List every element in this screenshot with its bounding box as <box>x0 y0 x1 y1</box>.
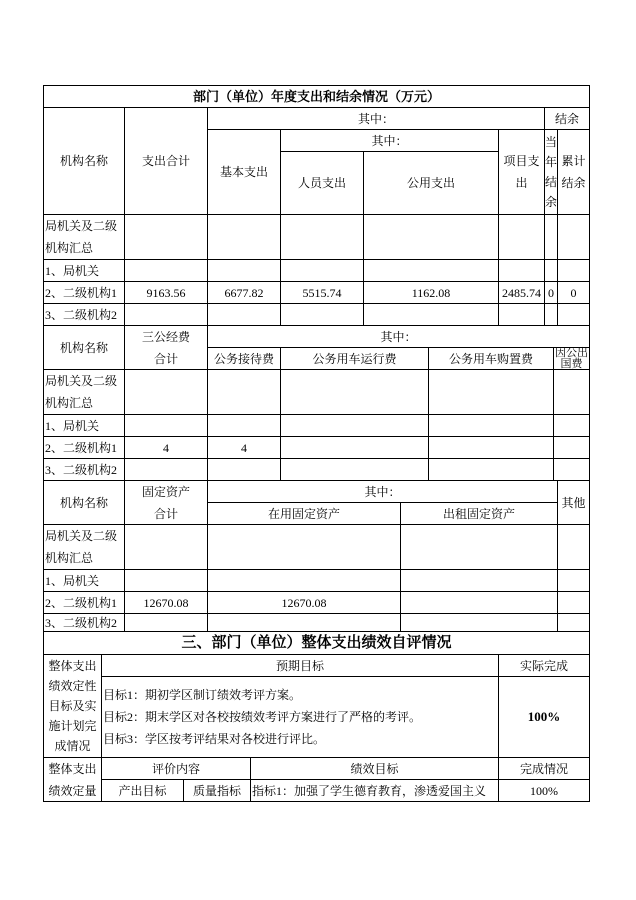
table-cell <box>428 414 554 437</box>
section4-title: 三、部门（单位）整体支出绩效自评情况 <box>43 631 590 655</box>
header-reception: 公务接待费 <box>207 347 281 370</box>
table-cell: 1162.08 <box>363 281 499 304</box>
table-cell <box>363 303 499 326</box>
qualitative-label: 整体支出 绩效定性 目标及实 施计划完 成情况 <box>43 654 102 758</box>
table-cell: 5515.74 <box>280 281 364 304</box>
header-org-name: 机构名称 <box>43 107 125 215</box>
table-cell <box>498 303 545 326</box>
table-cell <box>207 569 401 592</box>
table-cell <box>280 259 364 282</box>
table-cell <box>124 569 208 592</box>
section1-title: 部门（单位）年度支出和结余情况（万元） <box>43 85 590 108</box>
table-cell <box>400 591 558 614</box>
table-cell <box>207 414 281 437</box>
table-cell: 12670.08 <box>124 591 208 614</box>
header-cum-balance: 累计 结余 <box>557 129 590 215</box>
header-personnel: 人员支出 <box>280 151 364 215</box>
table-cell <box>124 214 208 260</box>
goals-completion: 100% <box>498 676 590 758</box>
table-cell <box>553 369 590 415</box>
table-cell <box>557 524 590 570</box>
table-cell <box>363 214 499 260</box>
eval-content-header: 评价内容 <box>101 757 251 780</box>
table-cell <box>553 436 590 459</box>
header-car-operation: 公务用车运行费 <box>280 347 429 370</box>
table-cell <box>280 303 364 326</box>
table-cell <box>207 613 401 632</box>
table-cell <box>428 436 554 459</box>
table-cell <box>207 303 281 326</box>
header-fixed-asset-total: 固定资产 合计 <box>124 480 208 525</box>
table-cell <box>557 303 590 326</box>
header-car-purchase: 公务用车购置费 <box>428 347 554 370</box>
table-cell <box>498 214 545 260</box>
table-cell <box>124 458 208 481</box>
table-cell: 12670.08 <box>207 591 401 614</box>
row-label: 局机关及二级 机构汇总 <box>43 524 125 570</box>
table-cell <box>280 436 429 459</box>
expected-goal-header: 预期目标 <box>101 654 499 677</box>
header-of-which-2: 其中： <box>280 129 499 152</box>
table-cell <box>363 259 499 282</box>
table-cell <box>400 613 558 632</box>
row-label: 2、二级机构1 <box>43 591 125 614</box>
row-label: 3、二级机构2 <box>43 458 125 481</box>
table-cell <box>207 259 281 282</box>
table-cell: 0 <box>544 281 558 304</box>
table-cell <box>557 591 590 614</box>
table-cell <box>207 214 281 260</box>
row-label: 1、局机关 <box>43 569 125 592</box>
table-cell: 6677.82 <box>207 281 281 304</box>
row-label: 局机关及二级 机构汇总 <box>43 214 125 260</box>
header-org-name: 机构名称 <box>43 325 125 370</box>
table-cell <box>124 369 208 415</box>
table-cell <box>544 214 558 260</box>
row-label: 1、局机关 <box>43 259 125 282</box>
table-cell <box>280 458 429 481</box>
table-cell <box>124 414 208 437</box>
header-public: 公用支出 <box>363 151 499 215</box>
quantitative-label: 整体支出 绩效定量 <box>43 757 102 802</box>
header-year-balance: 当 年 结 余 <box>544 129 558 215</box>
table-cell <box>557 259 590 282</box>
row-label: 1、局机关 <box>43 414 125 437</box>
completion-header: 完成情况 <box>498 757 590 780</box>
table-cell <box>553 414 590 437</box>
header-leased: 出租固定资产 <box>400 502 558 525</box>
table-cell <box>553 458 590 481</box>
header-total: 支出合计 <box>124 107 208 215</box>
table-cell: 4 <box>124 436 208 459</box>
row-label: 3、二级机构2 <box>43 303 125 326</box>
perf-target-header: 绩效目标 <box>250 757 499 780</box>
header-in-use: 在用固定资产 <box>207 502 401 525</box>
table-cell <box>428 369 554 415</box>
row-label: 2、二级机构1 <box>43 281 125 304</box>
row-label: 2、二级机构1 <box>43 436 125 459</box>
table-cell <box>207 369 281 415</box>
table-cell <box>280 414 429 437</box>
header-of-which: 其中： <box>207 480 558 503</box>
table-cell <box>544 303 558 326</box>
table-cell <box>124 303 208 326</box>
table-cell <box>124 259 208 282</box>
table-cell: 0 <box>557 281 590 304</box>
table-cell <box>124 613 208 632</box>
quality-indicator: 质量指标 <box>183 779 251 802</box>
header-of-which: 其中： <box>207 325 590 348</box>
table-cell <box>400 524 558 570</box>
header-other: 其他 <box>557 480 590 525</box>
table-cell <box>280 214 364 260</box>
table-cell: 4 <box>207 436 281 459</box>
table-cell <box>544 259 558 282</box>
header-abroad: 因公出国费 <box>555 346 588 370</box>
table-cell <box>280 369 429 415</box>
header-of-which: 其中： <box>207 107 545 130</box>
table-cell: 2485.74 <box>498 281 545 304</box>
indicator-1-completion: 100% <box>498 779 590 802</box>
goals-text: 目标1：期初学区制订绩效考评方案。 目标2：期末学区对各校按绩效考评方案进行了严格的考评。 目标3：学区按考评结果对各校进行评比。 <box>101 676 499 758</box>
output-target: 产出目标 <box>101 779 184 802</box>
table-cell <box>207 458 281 481</box>
table-cell <box>557 613 590 632</box>
actual-done-header: 实际完成 <box>498 654 590 677</box>
header-project: 项目支 出 <box>498 129 545 215</box>
header-org-name: 机构名称 <box>43 480 125 525</box>
row-label: 3、二级机构2 <box>43 613 125 632</box>
header-basic: 基本支出 <box>207 129 281 215</box>
table-cell <box>124 524 208 570</box>
table-cell <box>557 214 590 260</box>
table-cell <box>557 569 590 592</box>
row-label: 局机关及二级 机构汇总 <box>43 369 125 415</box>
indicator-1: 指标1：加强了学生德育教育，渗透爱国主义 <box>250 779 499 802</box>
table-cell <box>498 259 545 282</box>
table-cell: 9163.56 <box>124 281 208 304</box>
table-cell <box>207 524 401 570</box>
table-cell <box>400 569 558 592</box>
header-three-public-total: 三公经费 合计 <box>124 325 208 370</box>
header-balance: 结余 <box>544 107 590 130</box>
table-cell <box>428 458 554 481</box>
